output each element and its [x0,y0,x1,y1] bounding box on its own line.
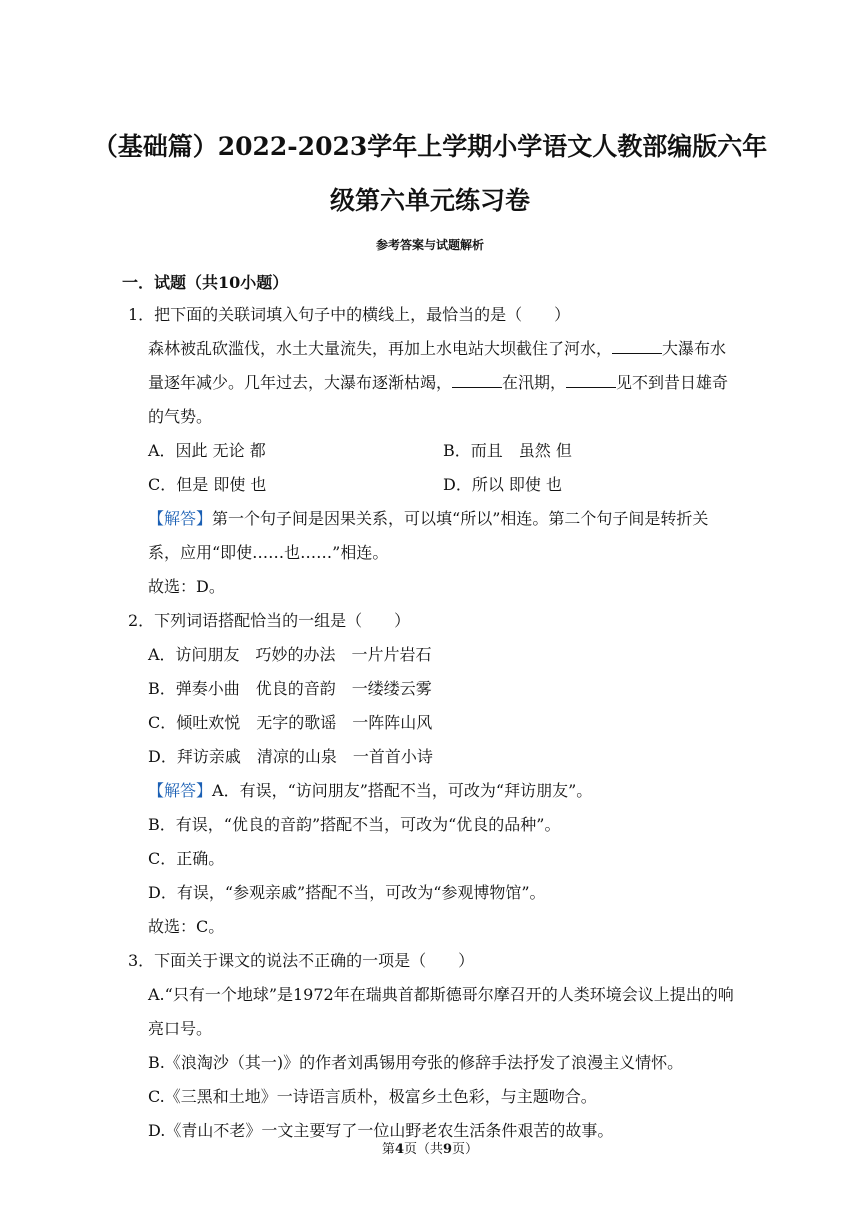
question-1-passage: 森林被乱砍滥伐，水土大量流失，再加上水电站大坝截住了河水， 大瀑布水量逐年减少。几年过去，大瀑布逐渐枯竭， 在汛期， 见不到昔日雄奇的气势。 [148,339,729,426]
document-subtitle: 参考答案与试题解析 [375,238,484,252]
answer-blank [566,373,616,388]
question-1-stem: 1．把下面的关联词填入句子中的横线上，最恰当的是（ ） [128,305,571,324]
question-3-option-c: C.《三黑和土地》一诗语言质朴，极富乡土色彩，与主题吻合。 [148,1087,597,1106]
document-title: （基础篇）2022-2023学年上学期小学语文人教部编版六年级第六单元练习卷 [92,132,768,215]
answer-blank [612,339,662,354]
question-1-answer: 【解答】第一个句子间是因果关系，可以填“所以”相连。第二个句子间是转折关系，应用“即使……也……”相连。 [148,509,709,562]
question-2-answer-b: B．有误，“优良的音韵”搭配不当，可改为“优良的品种”。 [148,815,561,834]
question-2-answer-a: 【解答】A．有误，“访问朋友”搭配不当，可改为“拜访朋友”。 [148,781,593,800]
answer-tag: 【解答】 [148,509,213,528]
question-1-option-b: B．而且 虽然 但 [443,441,572,460]
question-3-stem: 3．下面关于课文的说法不正确的一项是（ ） [128,951,475,970]
question-1-option-c: C．但是 即使 也 [148,475,267,494]
question-1-options-row-1 [128,434,738,468]
question-3-option-a: A.“只有一个地球”是1972年在瑞典首都斯德哥尔摩召开的人类环境会议上提出的响亮口号。 [148,985,734,1038]
question-1-option-d: D．所以 即使 也 [443,475,563,494]
question-3-option-b: B.《浪淘沙（其一)》的作者刘禹锡用夸张的修辞手法抒发了浪漫主义情怀。 [148,1053,684,1072]
question-2-choice: 故选：C。 [148,917,225,936]
question-2-option-b: B．弹奏小曲 优良的音韵 一缕缕云雾 [148,679,432,698]
current-page-number: 4 [394,1142,404,1157]
question-list [128,298,738,1148]
question-3-option-d: D.《青山不老》一文主要写了一位山野老农生活条件艰苦的故事。 [148,1121,614,1140]
total-page-count: 9 [443,1142,453,1157]
question-2-option-c: C．倾吐欢悦 无字的歌谣 一阵阵山风 [148,713,433,732]
question-2-stem: 2．下列词语搭配恰当的一组是（ ） [128,611,411,630]
question-1-options-row-2 [128,468,738,502]
section-heading: 一．试题（共10小题） [122,273,289,292]
question-2-option-a: A．访问朋友 巧妙的办法 一片片岩石 [148,645,432,664]
question-1-choice: 故选：D。 [148,577,225,596]
page-footer: 第4页（共9页） [381,1142,479,1157]
question-2-answer-c: C．正确。 [148,849,225,868]
question-1-option-a: A．因此 无论 都 [148,441,266,460]
answer-blank [452,373,502,388]
question-2-option-d: D．拜访亲戚 清凉的山泉 一首首小诗 [148,747,433,766]
question-2-answer-d: D．有误，“参观亲戚”搭配不当，可改为“参观博物馆”。 [148,883,546,902]
answer-tag: 【解答】 [148,781,213,800]
